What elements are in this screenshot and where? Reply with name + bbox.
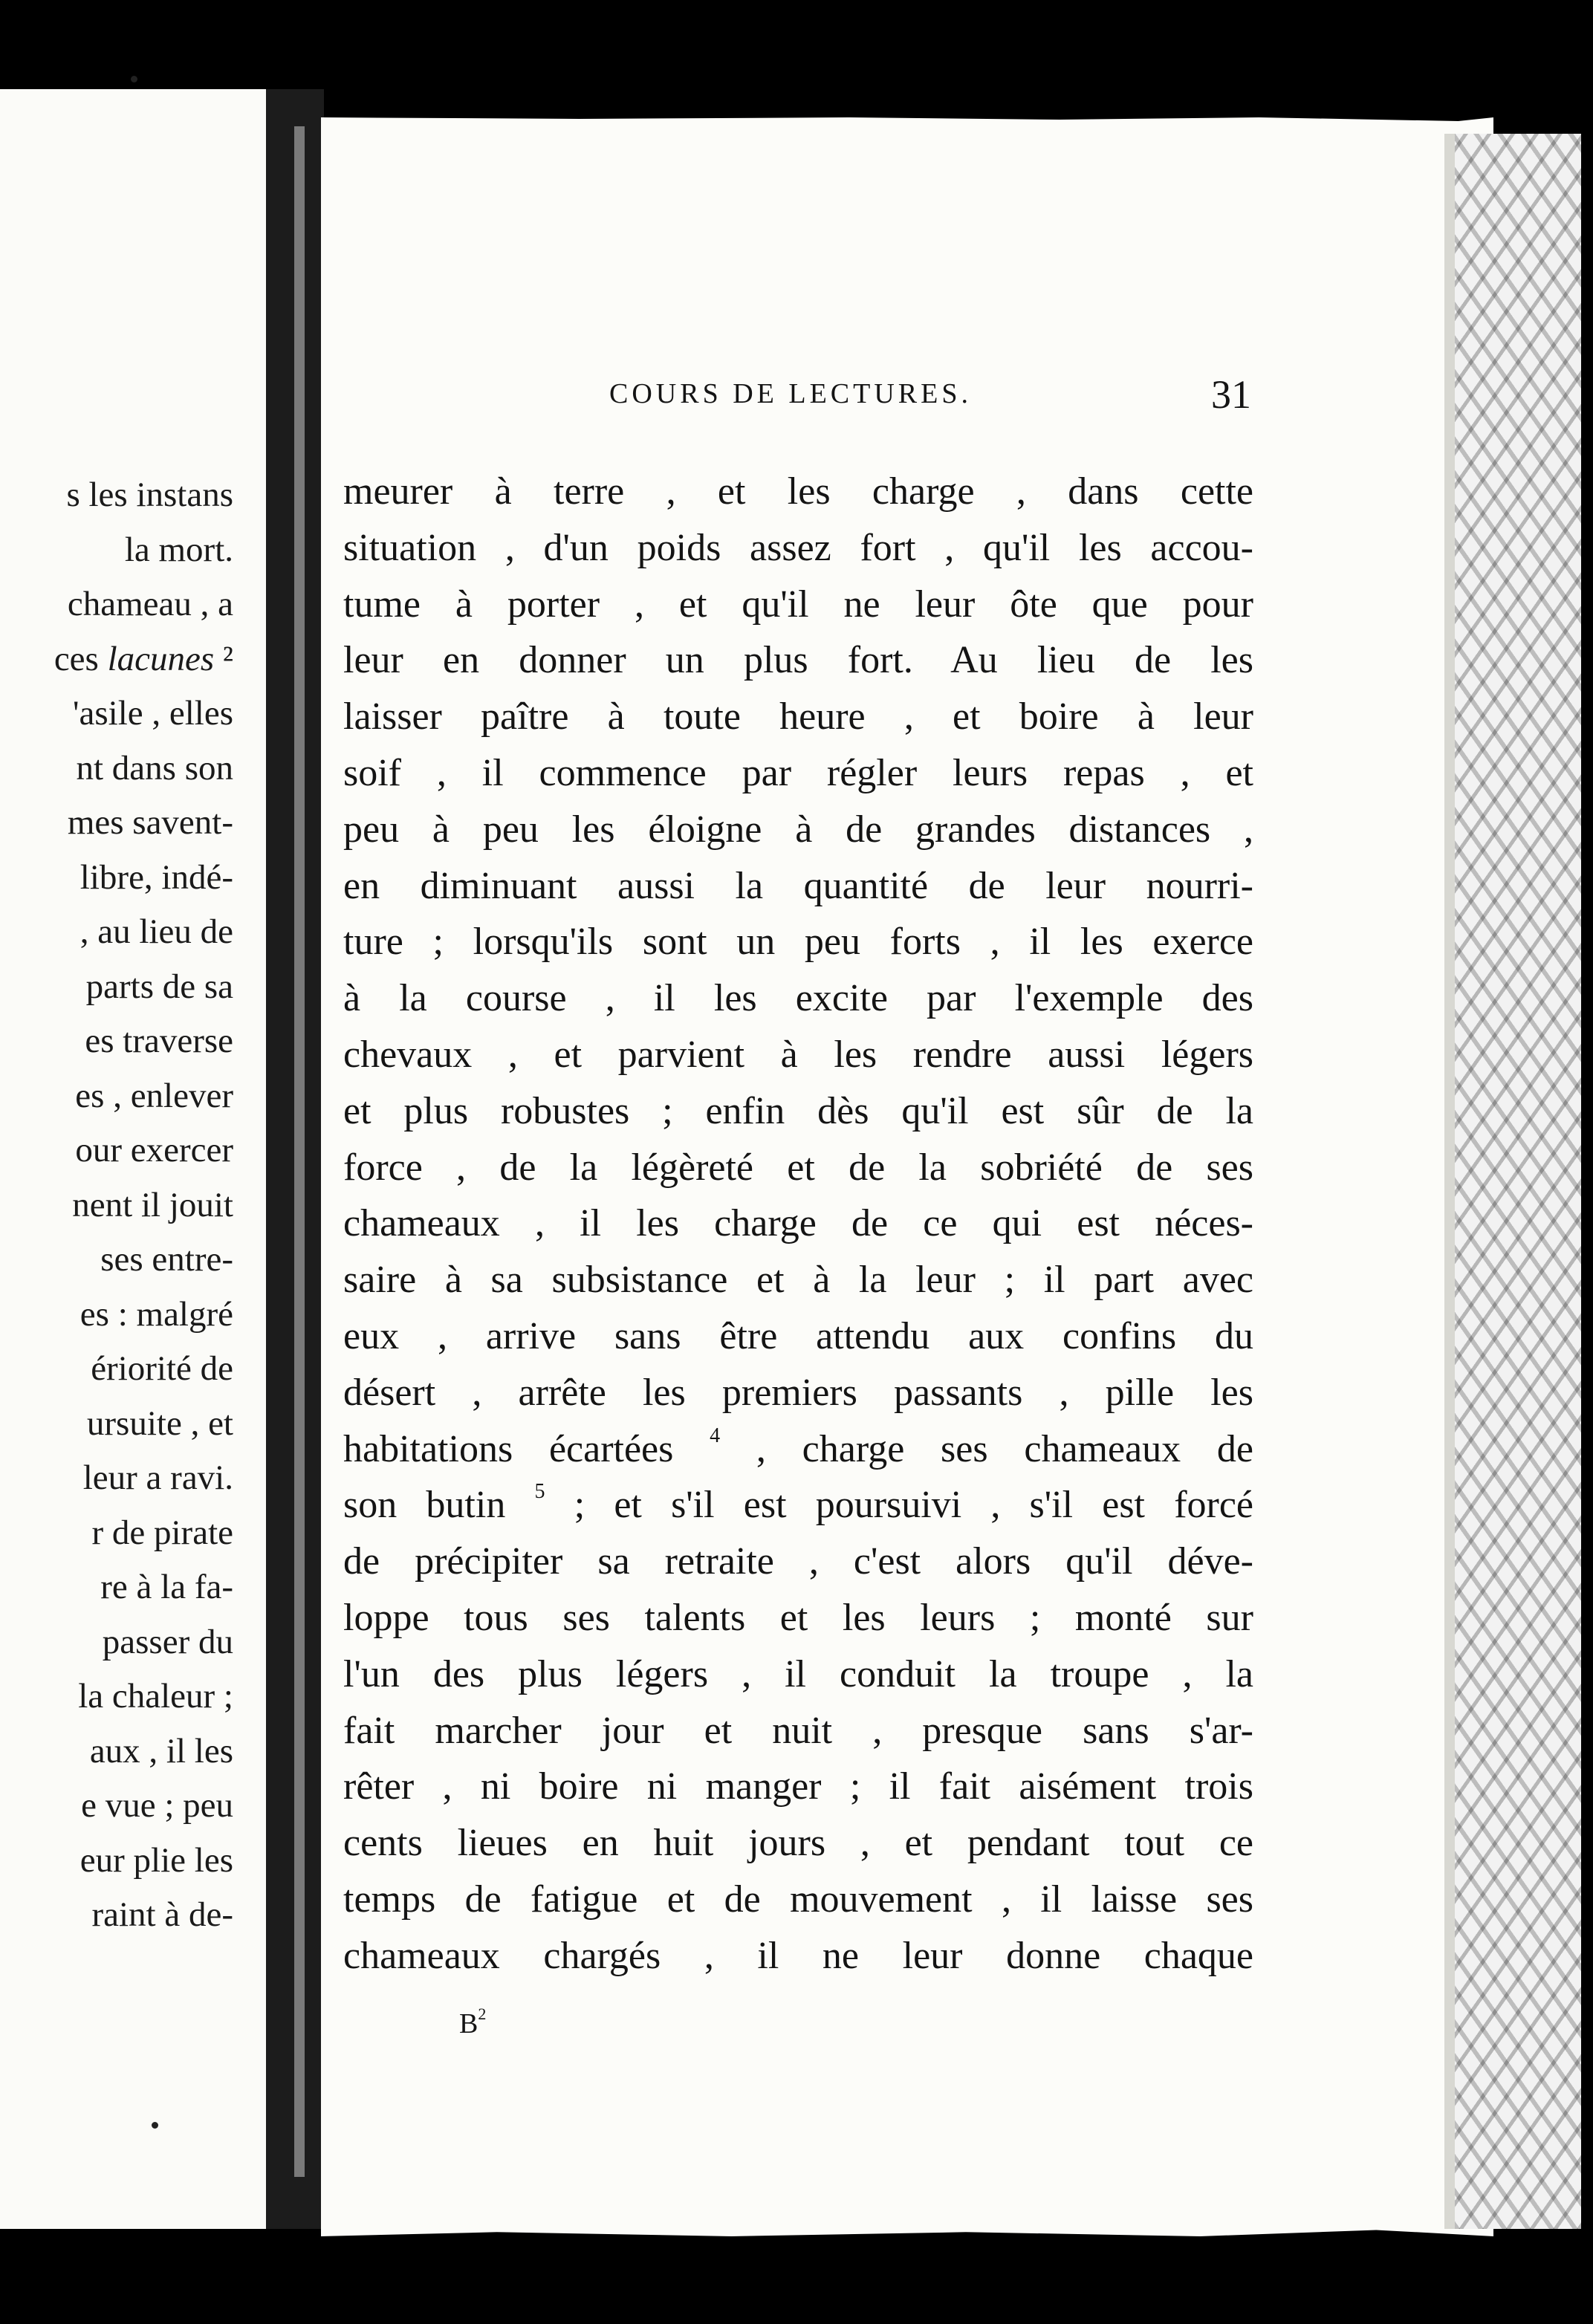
left-page-line: leur a ravi. [82,1458,233,1497]
body-text-line: peu à peu les éloigne à de grandes distances , [343,808,1253,851]
body-text-line: meurer à terre , et les charge , dans cette [343,470,1253,513]
signature-letter: B [459,2008,478,2039]
left-page-line: eur plie les [80,1840,233,1880]
body-text-line: et plus robustes ; enfin dès qu'il est sûr de la [343,1089,1253,1132]
body-text-line: chameaux , il les charge de ce qui est néces- [343,1202,1253,1245]
running-head: COURS DE LECTURES. [609,378,972,409]
page-number: 31 [1211,372,1251,417]
body-text-line: l'un des plus légers , il conduit la troupe , la [343,1652,1253,1695]
body-text-line: laisser paître à toute heure , et boire à leur [343,695,1253,739]
left-page-line: re à la fa- [100,1568,233,1606]
left-page-line: ériorité de [91,1349,233,1388]
left-page-line: es , enlever [75,1076,233,1115]
decorative-fore-edge [1455,134,1581,2229]
left-page-line: our exercer [75,1131,233,1169]
left-page-line: es : malgré [80,1294,233,1334]
signature-mark [459,2007,486,2040]
left-page-line: la mort. [124,530,233,569]
left-page-line: ces lacunes ² [53,639,233,678]
body-text-line: chameaux chargés , il ne leur donne chaque [343,1934,1253,1977]
body-text-line: fait marcher jour et nuit , presque sans s'ar- [343,1709,1253,1752]
body-text-line: cents lieues en huit jours , et pendant tout ce [343,1822,1253,1865]
left-page-line: chameau , a [67,585,233,623]
body-text-line: son butin $^5$ ; et s'il est poursuivi , s'il est forcé [343,1480,1253,1527]
left-page-line: aux , il les [89,1731,233,1770]
body-text-line: en diminuant aussi la quantité de leur nourri- [343,864,1253,907]
left-page-line: s les instans [66,475,233,514]
left-page [0,89,267,2229]
body-text-line: de précipiter sa retraite , c'est alors qu'il déve- [343,1540,1253,1583]
body-text-line: force , de la légèreté et de la sobriété de ses [343,1146,1253,1189]
left-page-line: es traverse [85,1022,233,1060]
ink-spot [152,2122,158,2129]
left-page-line: r de pirate [91,1513,233,1552]
left-page-line: parts de sa [85,967,233,1006]
body-text-line: eux , arrive sans être attendu aux confins du [343,1314,1253,1357]
left-page-line: nt dans son [76,748,233,788]
left-page-line: raint à de- [91,1895,233,1934]
body-text-line: rêter , ni boire ni manger ; il fait aisément trois [343,1765,1253,1808]
left-page-line: la chaleur ; [78,1677,233,1716]
body-text-line: désert , arrête les premiers passants , pille les [343,1371,1253,1414]
body-text-line: à la course , il les excite par l'exemple des [343,977,1253,1020]
body-text-line: ture ; lorsqu'ils sont un peu forts , il les exerce [343,921,1253,964]
left-page-line: mes savent- [67,803,233,842]
left-page-line: , au lieu de [80,912,233,951]
body-text-line: loppe tous ses talents et les leurs ; monté sur [343,1596,1253,1639]
left-page-line: passer du [102,1622,233,1661]
left-page-line: nent il jouit [72,1185,233,1224]
left-page-line: 'asile , elles [73,694,233,733]
left-page-text [54,468,233,1943]
body-text-line: temps de fatigue et de mouvement , il laisse ses [343,1877,1253,1921]
signature-number: 2 [478,2005,487,2023]
left-page-line: e vue ; peu [81,1786,233,1825]
body-text-line: soif , il commence par régler leurs repas , et [343,751,1253,794]
body-text-line: chevaux , et parvient à les rendre aussi légers [343,1033,1253,1076]
body-text-line: habitations écartées $^4$ , charge ses chameaux de [343,1424,1253,1470]
left-page-line: ses entre- [100,1240,233,1279]
left-page-line: ursuite , et [86,1403,233,1443]
ink-spot [131,76,137,82]
body-text-line: leur en donner un plus fort. Au lieu de les [343,639,1253,682]
body-text-line: saire à sa subsistance et à la leur ; il part avec [343,1259,1253,1302]
body-text [343,464,1253,1984]
left-page-line: libre, indé- [80,857,233,897]
body-text-line: tume à porter , et qu'il ne leur ôte que pour [343,582,1253,626]
gutter-highlight [294,126,305,2177]
body-text-line: situation , d'un poids assez fort , qu'il les accou- [343,526,1253,569]
